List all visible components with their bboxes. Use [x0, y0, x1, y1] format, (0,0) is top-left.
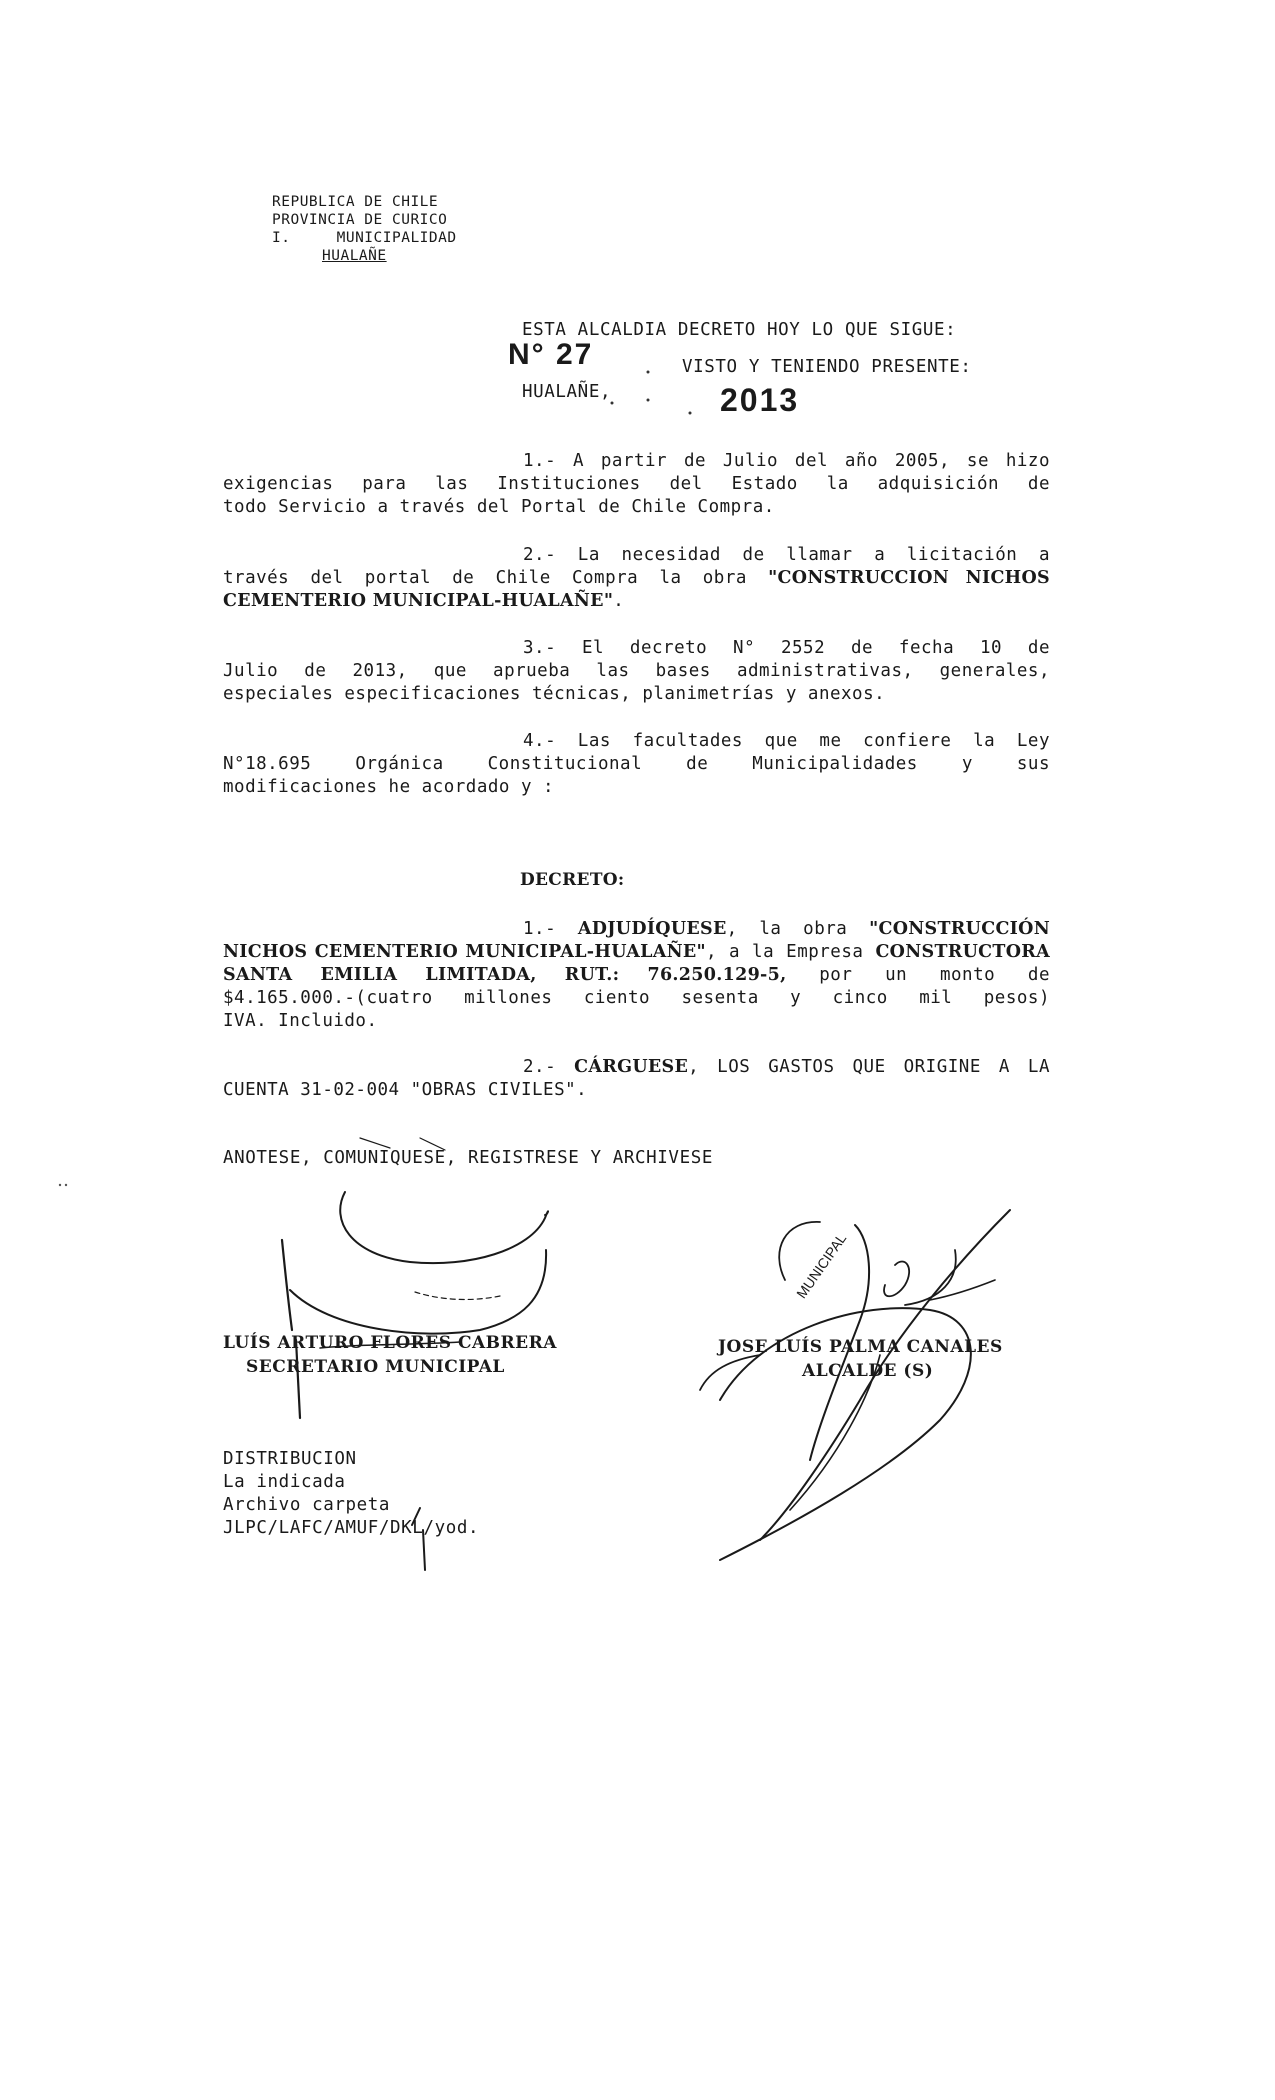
consideration-1-line-3: todo Servicio a través del Portal de Chile Compra.: [223, 497, 775, 517]
intro-place: HUALAÑE,: [522, 382, 612, 402]
consideration-2-line-2: [223, 567, 1050, 590]
resolution-1-text-b: , a la Empresa: [705, 942, 876, 962]
resolution-1-line-1: [223, 918, 1050, 941]
distribution-block: [223, 1448, 479, 1540]
header-town: [272, 247, 457, 265]
consideration-3: [223, 637, 1050, 706]
resolution-2-number: 2.-: [523, 1057, 575, 1077]
work-name-part-1: "CONSTRUCCION NICHOS: [768, 568, 1050, 588]
award-verb: ADJUDÍQUESE: [577, 919, 727, 939]
consideration-3-line-2: Julio de 2013, que aprueba las bases administrativas, generales,: [223, 661, 1050, 681]
resolution-1-text-a: , la obra: [726, 919, 870, 939]
consideration-2-line-3: [223, 590, 1050, 613]
resolution-2: [223, 1056, 1050, 1102]
resolution-1-line-4: $4.165.000.-(cuatro millones ciento sesenta y cinco mil pesos): [223, 988, 1050, 1008]
intro-line-2: VISTO Y TENIENDO PRESENTE:: [682, 357, 972, 377]
consideration-2-period: .: [613, 591, 625, 611]
resolution-2-line-2: CUENTA 31-02-004 "OBRAS CIVILES".: [223, 1080, 588, 1100]
consideration-2-line-1: 2.- La necesidad de llamar a licitación a: [523, 545, 1050, 565]
municipal-round-stamp: [779, 1222, 956, 1305]
left-signatory-name: LUÍS ARTURO FLORES CABRERA: [223, 1333, 557, 1353]
award-work-part-2: NICHOS CEMENTERIO MUNICIPAL-HUALAÑE": [223, 942, 706, 962]
consideration-2-text: través del portal de Chile Compra la obra: [223, 568, 769, 588]
date-stamp-year: 2013: [720, 382, 800, 418]
consideration-4-line-3: modificaciones he acordado y :: [223, 777, 555, 797]
consideration-3-line-1: 3.- El decreto N° 2552 de fecha 10 de: [523, 638, 1050, 658]
distribution-title: DISTRIBUCION: [223, 1449, 357, 1469]
intro-line-1: ESTA ALCALDIA DECRETO HOY LO QUE SIGUE:: [522, 320, 957, 340]
decree-heading: DECRETO:: [520, 870, 625, 890]
right-signatory-name: JOSE LUÍS PALMA CANALES: [718, 1337, 1003, 1357]
contractor-name-and-rut: SANTA EMILIA LIMITADA, RUT.: 76.250.129-5,: [223, 965, 787, 985]
distribution-line-2: Archivo carpeta: [223, 1495, 391, 1515]
decree-number-stamp: N° 27: [508, 338, 594, 371]
left-signatory-title: SECRETARIO MUNICIPAL: [246, 1357, 505, 1377]
award-work-part-1: "CONSTRUCCIÓN: [869, 919, 1050, 939]
header-municipality: I. MUNICIPALIDAD: [272, 230, 457, 246]
consideration-1-line-2: exigencias para las Instituciones del Estado la adquisición de: [223, 474, 1050, 494]
header-country: REPUBLICA DE CHILE: [272, 194, 439, 210]
header-town-name: HUALAÑE: [322, 248, 387, 264]
resolution-1: [223, 918, 1050, 1033]
contractor-name-part-1: CONSTRUCTORA: [875, 942, 1050, 962]
closing-formula: ANOTESE, COMUNIQUESE, REGISTRESE Y ARCHIVESE: [223, 1148, 713, 1168]
work-name-part-2: CEMENTERIO MUNICIPAL-HUALAÑE": [223, 591, 614, 611]
resolution-1-line-3: [223, 964, 1050, 987]
distribution-line-3: JLPC/LAFC/AMUF/DKL/yod.: [223, 1518, 480, 1538]
right-handwritten-signature: [700, 1210, 1010, 1560]
header-province: PROVINCIA DE CURICO: [272, 212, 448, 228]
resolution-2-text: , LOS GASTOS QUE ORIGINE A LA: [688, 1057, 1050, 1077]
resolution-1-line-2: [223, 941, 1050, 964]
issuer-header: [272, 193, 457, 265]
consideration-3-line-3: especiales especificaciones técnicas, planimetrías y anexos.: [223, 684, 886, 704]
stamp-lettering: MUNICIPAL: [793, 1230, 850, 1302]
consideration-4: [223, 730, 1050, 799]
charge-verb: CÁRGUESE: [574, 1057, 689, 1077]
consideration-2: [223, 544, 1050, 613]
consideration-4-line-2: N°18.695 Orgánica Constitucional de Municipalidades y sus: [223, 754, 1050, 774]
consideration-1-line-1: 1.- A partir de Julio del año 2005, se hizo: [523, 451, 1050, 471]
right-signatory-title: ALCALDE (S): [802, 1361, 934, 1381]
resolution-1-number: 1.-: [523, 919, 578, 939]
resolution-2-line-1: [223, 1056, 1050, 1079]
resolution-1-line-5: IVA. Incluido.: [223, 1011, 378, 1031]
resolution-1-text-c: por un monto de: [786, 965, 1050, 985]
consideration-1: [223, 450, 1050, 519]
consideration-4-line-1: 4.- Las facultades que me confiere la Ley: [523, 731, 1050, 751]
distribution-line-1: La indicada: [223, 1472, 346, 1492]
